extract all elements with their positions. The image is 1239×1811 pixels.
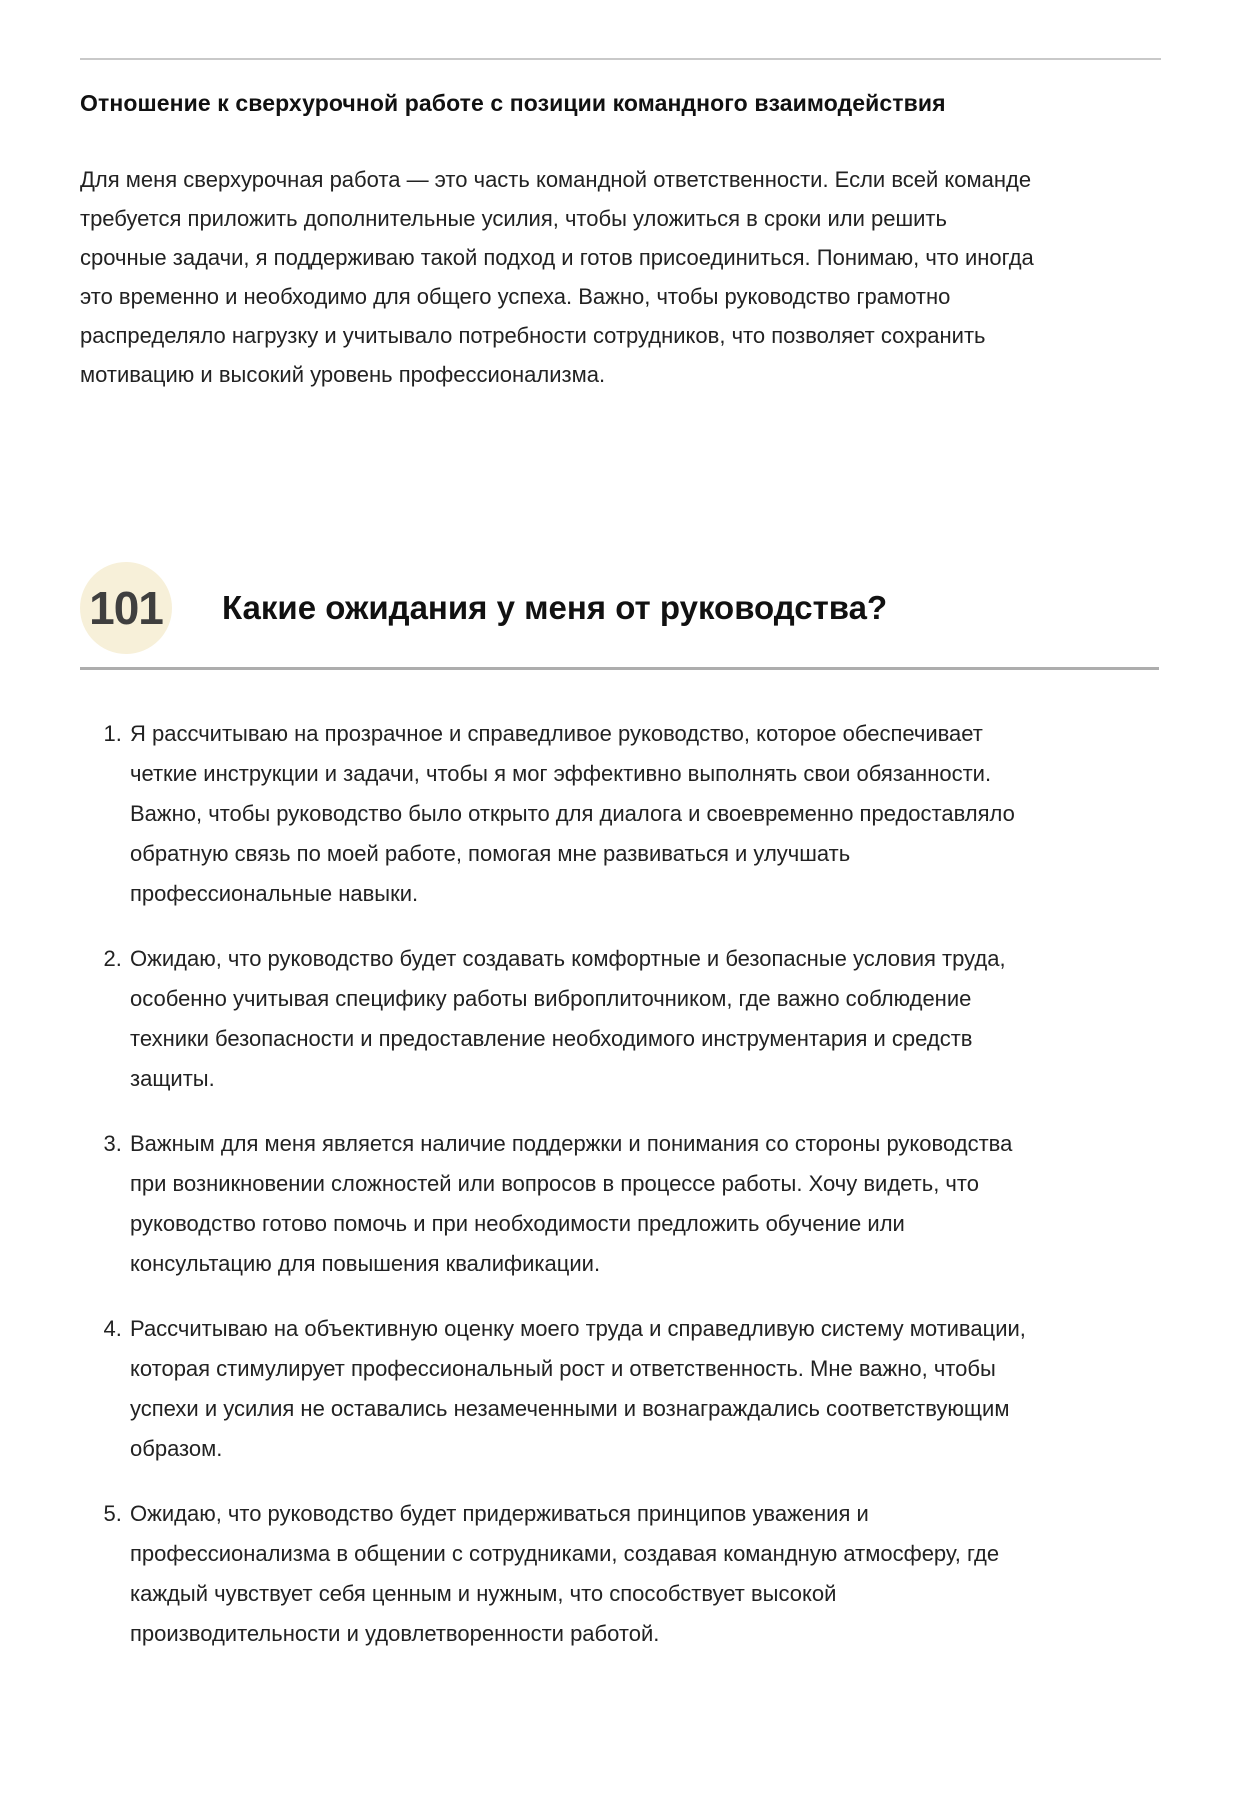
question-title: Какие ожидания у меня от руководства? bbox=[222, 589, 888, 626]
document-page bbox=[0, 58, 1239, 1811]
section-divider bbox=[80, 667, 1159, 670]
answer-item-3: 3. Важным для меня является наличие поддержки и понимания со стороны руководства при возникновении сложностей или вопросов в процессе работы. Хочу видеть, что руководство готово помочь и при необходимости предложить обучение или консультацию для повышения квалификации. bbox=[128, 1124, 1032, 1284]
answer-item-4: 4. Рассчитываю на объективную оценку моего труда и справедливую систему мотивации, которая стимулирует профессиональный рост и ответственность. Мне важно, чтобы успехи и усилия не оставались незамеченными и вознаграждались соответствующим образом. bbox=[128, 1309, 1032, 1469]
answers-list bbox=[80, 714, 1032, 1654]
answer-item-5: 5. Ожидаю, что руководство будет придерживаться принципов уважения и профессионализма в общении с сотрудниками, создавая командную атмосферу, где каждый чувствует себя ценным и нужным, что способствует высокой производительности и удовлетворенности работой. bbox=[128, 1494, 1032, 1654]
question-header bbox=[80, 562, 1159, 654]
question-number-badge bbox=[80, 562, 172, 654]
answer-item-1: 1. Я рассчитываю на прозрачное и справедливое руководство, которое обеспечивает четкие инструкции и задачи, чтобы я мог эффективно выполнять свои обязанности. Важно, чтобы руководство было открыто для диалога и своевременно предоставляло обратную связь по моей работе, помогая мне развиваться и улучшать профессиональные навыки. bbox=[128, 714, 1032, 914]
top-divider bbox=[80, 58, 1161, 60]
question-number: 101 bbox=[89, 582, 163, 634]
overtime-heading: Отношение к сверхурочной работе с позиции командного взаимодействия bbox=[80, 90, 946, 116]
answer-item-2: 2. Ожидаю, что руководство будет создавать комфортные и безопасные условия труда, особенно учитывая специфику работы виброплиточником, где важно соблюдение техники безопасности и предоставление необходимого инструментария и средств защиты. bbox=[128, 939, 1032, 1099]
overtime-paragraph: Для меня сверхурочная работа — это часть командной ответственности. Если всей команде требуется приложить дополнительные усилия, чтобы уложиться в сроки или решить срочные задачи, я поддерживаю такой подход и готов присоединиться. Понимаю, что иногда это временно и необходимо для общего успеха. Важно, чтобы руководство грамотно распределяло нагрузку и учитывало потребности сотрудников, что позволяет сохранить мотивацию и высокий уровень профессионализма. bbox=[80, 167, 1034, 387]
